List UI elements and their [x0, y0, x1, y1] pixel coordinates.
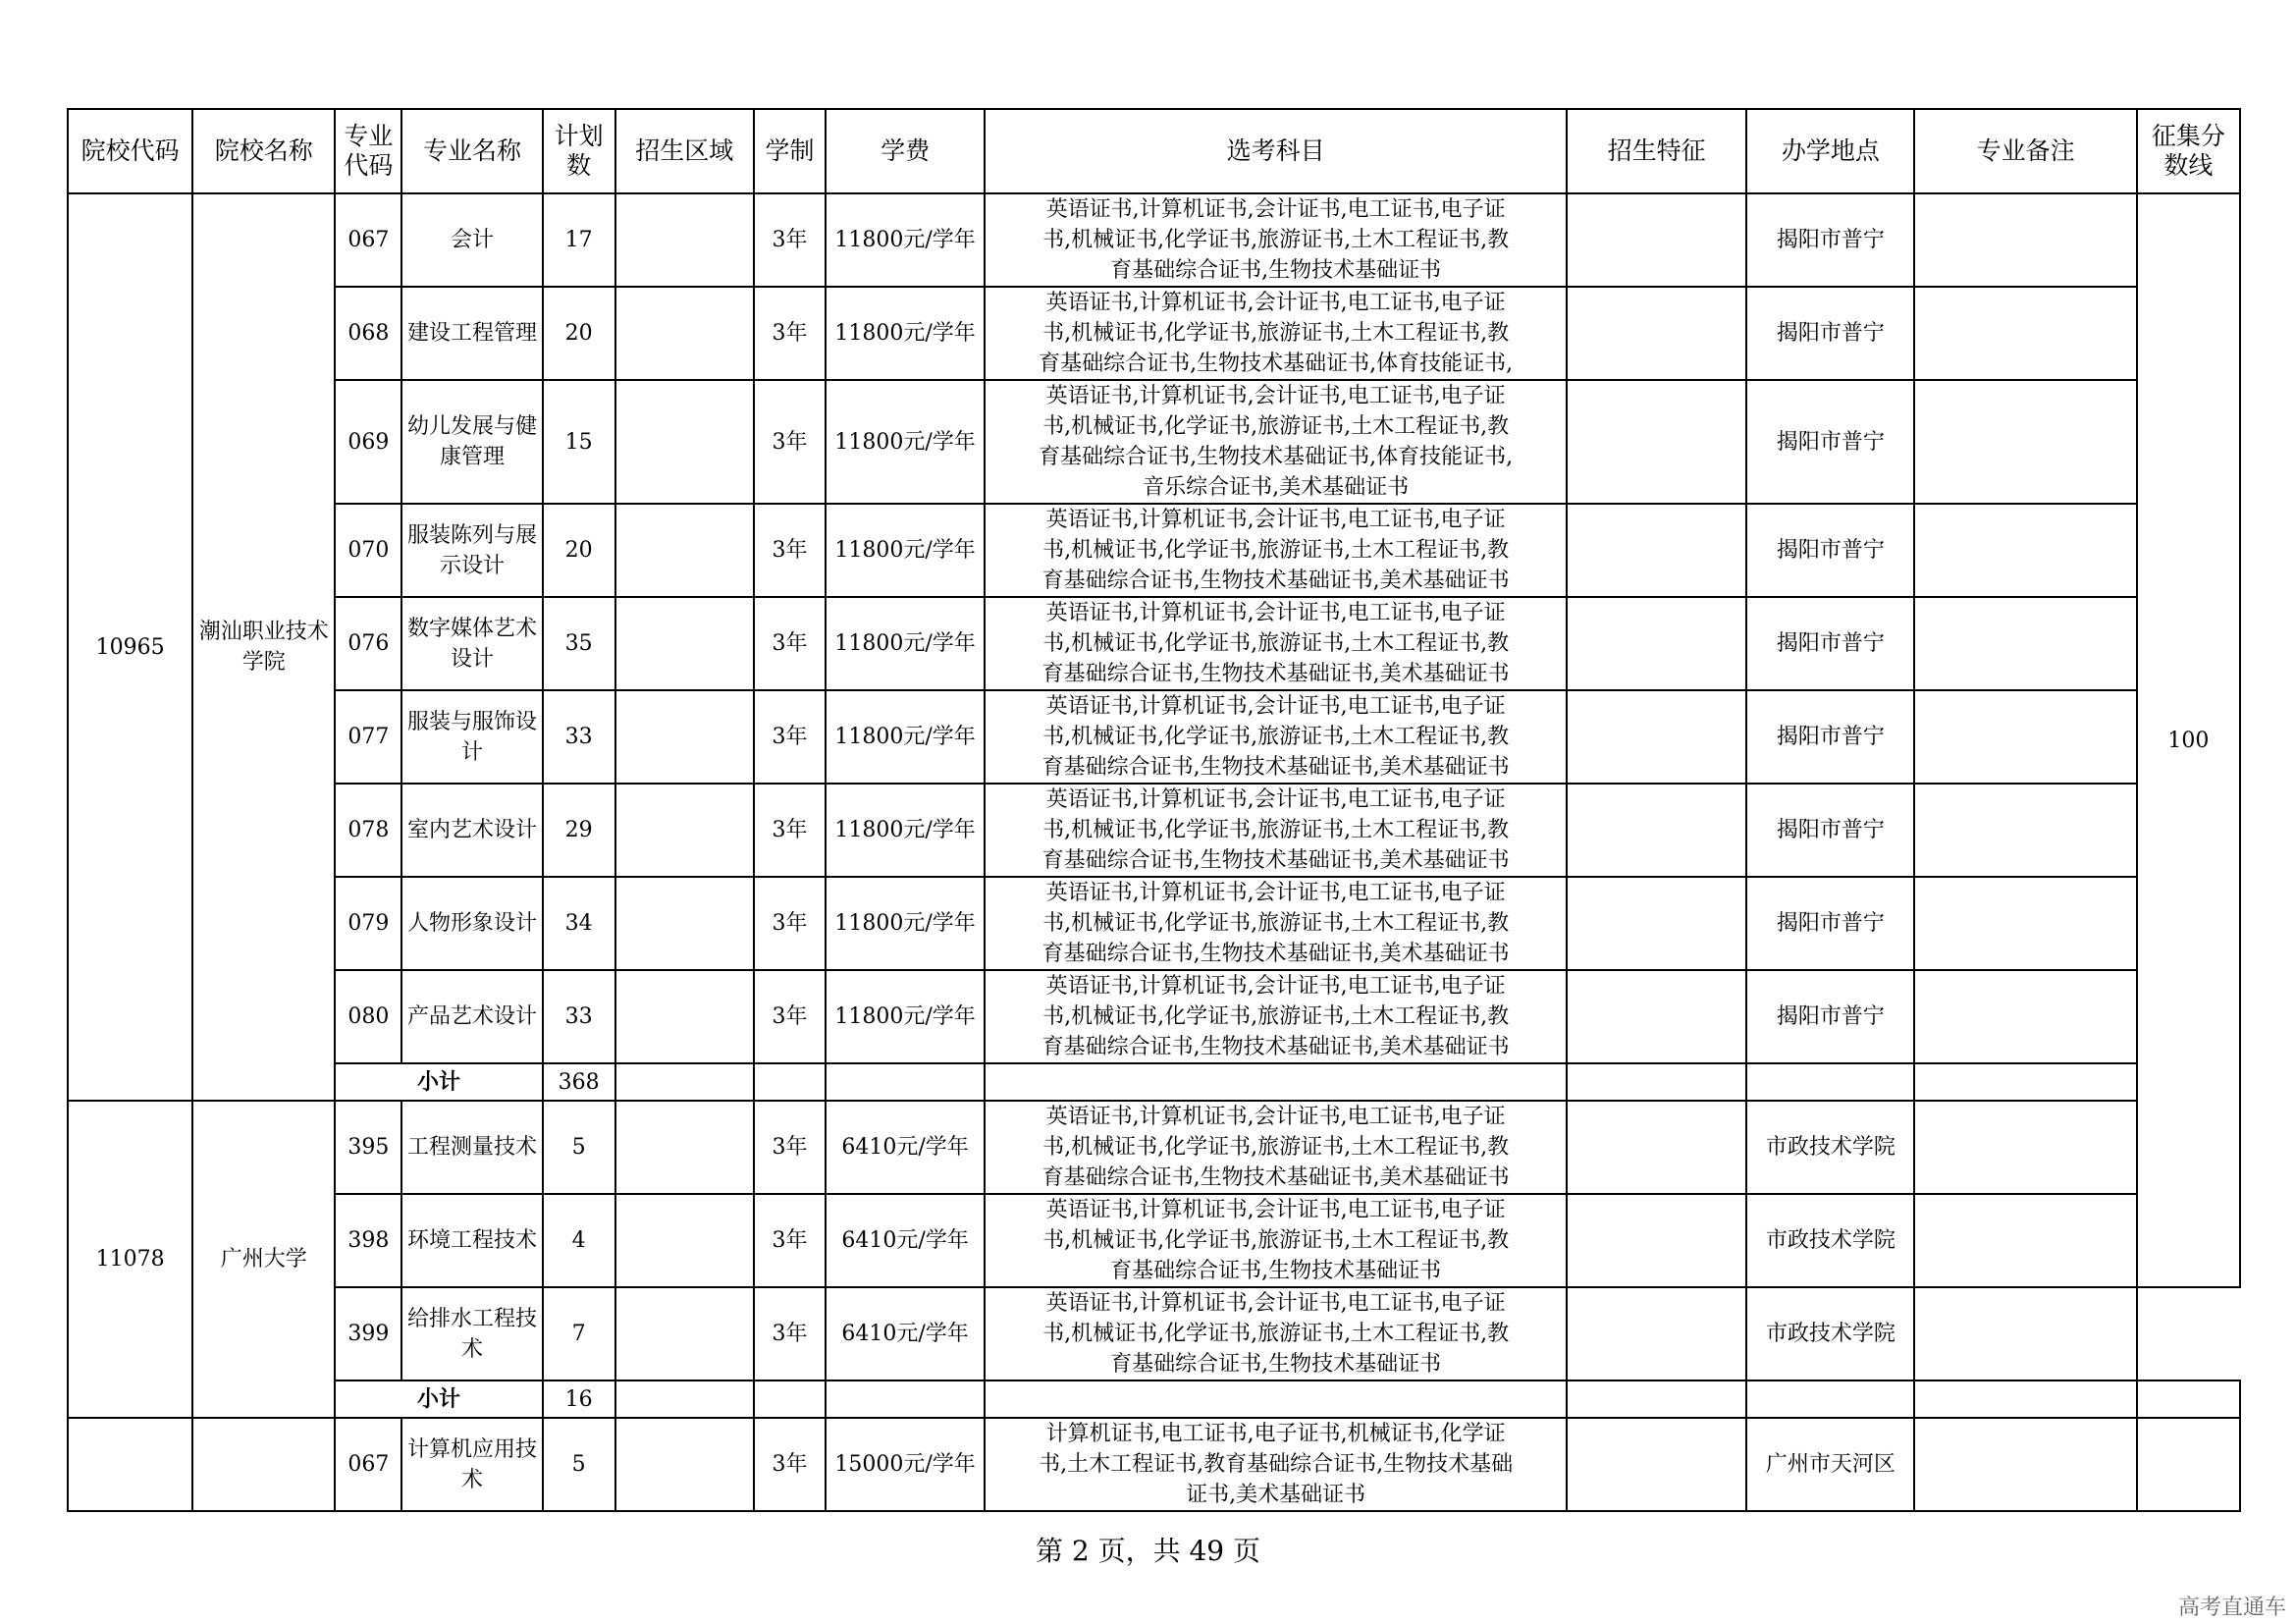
major-code-cell: 076 — [335, 597, 401, 690]
table-row — [68, 1418, 2240, 1511]
features-cell — [1567, 597, 1746, 690]
subtotal-location-cell — [1746, 1380, 1914, 1418]
region-cell — [615, 784, 754, 877]
subjects-cell — [985, 597, 1567, 690]
subjects-line: 书,机械证书,化学证书,旅游证书,土木工程证书,教 — [1042, 725, 1510, 749]
subjects-line: 书,机械证书,化学证书,旅游证书,土木工程证书,教 — [1042, 228, 1510, 252]
remarks-cell — [1914, 287, 2136, 380]
subjects-line: 育基础综合证书,生物技术基础证书 — [1110, 258, 1442, 283]
remarks-cell — [1914, 1287, 2136, 1380]
subtotal-years-cell — [754, 1380, 826, 1418]
years-cell: 3年 — [754, 877, 826, 970]
features-cell — [1567, 784, 1746, 877]
plan-cell: 17 — [543, 193, 615, 287]
tuition-cell: 15000元/学年 — [826, 1418, 985, 1511]
header-row — [68, 109, 2240, 193]
plan-cell: 5 — [543, 1101, 615, 1194]
remarks-cell — [1914, 1101, 2136, 1194]
region-cell — [615, 193, 754, 287]
remarks-cell — [1914, 1194, 2136, 1287]
major-code-cell: 067 — [335, 1418, 401, 1511]
location-cell: 揭阳市普宁 — [1746, 784, 1914, 877]
years-cell: 3年 — [754, 784, 826, 877]
score-empty-cell — [2137, 1418, 2240, 1511]
location-cell: 揭阳市普宁 — [1746, 877, 1914, 970]
subjects-line: 英语证书,计算机证书,会计证书,电工证书,电子证 — [1045, 197, 1506, 222]
subtotal-region-cell — [615, 1380, 754, 1418]
major-name-cell: 产品艺术设计 — [401, 970, 542, 1063]
subtotal-years-cell — [754, 1063, 826, 1101]
major-code-cell: 399 — [335, 1287, 401, 1380]
subjects-line: 音乐综合证书,美术基础证书 — [1143, 475, 1410, 500]
region-cell — [615, 287, 754, 380]
subtotal-features-cell — [1567, 1063, 1746, 1101]
subjects-line: 育基础综合证书,生物技术基础证书,美术基础证书 — [1041, 1165, 1510, 1190]
header-region: 招生区域 — [615, 109, 754, 193]
subjects-line: 英语证书,计算机证书,会计证书,电工证书,电子证 — [1045, 601, 1506, 625]
tuition-cell: 6410元/学年 — [826, 1287, 985, 1380]
subjects-line: 英语证书,计算机证书,会计证书,电工证书,电子证 — [1045, 787, 1506, 812]
region-cell — [615, 970, 754, 1063]
features-cell — [1567, 1194, 1746, 1287]
years-cell: 3年 — [754, 380, 826, 504]
subtotal-value: 16 — [543, 1380, 615, 1418]
subjects-cell — [985, 193, 1567, 287]
years-cell: 3年 — [754, 1194, 826, 1287]
subtotal-value: 368 — [543, 1063, 615, 1101]
table-row — [68, 784, 2240, 877]
header-school-code: 院校代码 — [68, 109, 192, 193]
tuition-cell: 11800元/学年 — [826, 597, 985, 690]
subtotal-location-cell — [1746, 1063, 1914, 1101]
subjects-cell — [985, 287, 1567, 380]
tuition-cell: 6410元/学年 — [826, 1194, 985, 1287]
remarks-cell — [1914, 784, 2136, 877]
subjects-cell — [985, 1287, 1567, 1380]
subjects-line: 育基础综合证书,生物技术基础证书,体育技能证书, — [1039, 352, 1514, 376]
header-plan: 计划数 — [543, 109, 615, 193]
remarks-cell — [1914, 193, 2136, 287]
school-code-cell: 10965 — [68, 193, 192, 1101]
school-name-cell — [192, 1418, 335, 1511]
major-code-cell: 077 — [335, 690, 401, 784]
subtotal-features-cell — [1567, 1380, 1746, 1418]
subjects-line: 书,机械证书,化学证书,旅游证书,土木工程证书,教 — [1042, 818, 1510, 842]
subjects-line: 育基础综合证书,生物技术基础证书,美术基础证书 — [1041, 662, 1510, 686]
subjects-line: 英语证书,计算机证书,会计证书,电工证书,电子证 — [1045, 881, 1506, 905]
school-name-cell: 广州大学 — [192, 1101, 335, 1418]
school-code-cell — [68, 1418, 192, 1511]
features-cell — [1567, 287, 1746, 380]
plan-cell: 20 — [543, 504, 615, 597]
region-cell — [615, 877, 754, 970]
region-cell — [615, 1287, 754, 1380]
features-cell — [1567, 193, 1746, 287]
region-cell — [615, 380, 754, 504]
years-cell: 3年 — [754, 193, 826, 287]
table-row — [68, 1287, 2240, 1380]
features-cell — [1567, 1101, 1746, 1194]
subjects-line: 英语证书,计算机证书,会计证书,电工证书,电子证 — [1045, 694, 1506, 719]
subjects-cell — [985, 504, 1567, 597]
location-cell: 市政技术学院 — [1746, 1287, 1914, 1380]
subtotal-row — [68, 1063, 2240, 1101]
major-name-cell: 室内艺术设计 — [401, 784, 542, 877]
subjects-line: 英语证书,计算机证书,会计证书,电工证书,电子证 — [1045, 1198, 1506, 1222]
features-cell — [1567, 690, 1746, 784]
features-cell — [1567, 504, 1746, 597]
table-row — [68, 597, 2240, 690]
years-cell: 3年 — [754, 690, 826, 784]
table-row — [68, 1101, 2240, 1194]
admissions-table — [67, 108, 2241, 1512]
subjects-line: 育基础综合证书,生物技术基础证书,体育技能证书, — [1039, 445, 1514, 469]
subjects-line: 书,机械证书,化学证书,旅游证书,土木工程证书,教 — [1042, 1135, 1510, 1160]
subjects-cell — [985, 784, 1567, 877]
location-cell: 揭阳市普宁 — [1746, 287, 1914, 380]
subtotal-row — [68, 1380, 2240, 1418]
subtotal-subjects-cell — [985, 1380, 1567, 1418]
subjects-line: 证书,美术基础证书 — [1186, 1483, 1366, 1507]
plan-cell: 34 — [543, 877, 615, 970]
subjects-line: 英语证书,计算机证书,会计证书,电工证书,电子证 — [1045, 508, 1506, 532]
subjects-cell — [985, 1194, 1567, 1287]
location-cell: 揭阳市普宁 — [1746, 970, 1914, 1063]
subjects-line: 英语证书,计算机证书,会计证书,电工证书,电子证 — [1045, 974, 1506, 999]
region-cell — [615, 1101, 754, 1194]
plan-cell: 33 — [543, 690, 615, 784]
major-name-cell: 建设工程管理 — [401, 287, 542, 380]
page-footer: 第 2 页，共 49 页 — [1035, 1535, 1261, 1567]
major-code-cell: 068 — [335, 287, 401, 380]
header-features: 招生特征 — [1567, 109, 1746, 193]
plan-cell: 4 — [543, 1194, 615, 1287]
subtotal-region-cell — [615, 1063, 754, 1101]
major-code-cell: 067 — [335, 193, 401, 287]
tuition-cell: 11800元/学年 — [826, 504, 985, 597]
header-score: 征集分数线 — [2137, 109, 2240, 193]
tuition-cell: 11800元/学年 — [826, 287, 985, 380]
tuition-cell: 6410元/学年 — [826, 1101, 985, 1194]
subjects-line: 书,机械证书,化学证书,旅游证书,土木工程证书,教 — [1042, 1322, 1510, 1346]
subjects-line: 书,机械证书,化学证书,旅游证书,土木工程证书,教 — [1042, 911, 1510, 936]
region-cell — [615, 1194, 754, 1287]
major-name-cell: 幼儿发展与健康管理 — [401, 380, 542, 504]
location-cell: 市政技术学院 — [1746, 1101, 1914, 1194]
subtotal-remarks-cell — [1914, 1380, 2136, 1418]
years-cell: 3年 — [754, 504, 826, 597]
remarks-cell — [1914, 690, 2136, 784]
remarks-cell — [1914, 970, 2136, 1063]
tuition-cell: 11800元/学年 — [826, 784, 985, 877]
plan-cell: 5 — [543, 1418, 615, 1511]
remarks-cell — [1914, 597, 2136, 690]
location-cell: 揭阳市普宁 — [1746, 690, 1914, 784]
table-row — [68, 690, 2240, 784]
plan-cell: 33 — [543, 970, 615, 1063]
years-cell: 3年 — [754, 597, 826, 690]
subtotal-tuition-cell — [826, 1380, 985, 1418]
subjects-line: 书,机械证书,化学证书,旅游证书,土木工程证书,教 — [1042, 538, 1510, 563]
table-row — [68, 877, 2240, 970]
subtotal-label: 小计 — [335, 1063, 542, 1101]
subjects-line: 育基础综合证书,生物技术基础证书,美术基础证书 — [1041, 755, 1510, 780]
subjects-line: 书,机械证书,化学证书,旅游证书,土木工程证书,教 — [1042, 1228, 1510, 1253]
subjects-cell — [985, 1101, 1567, 1194]
table-row — [68, 287, 2240, 380]
subjects-cell — [985, 690, 1567, 784]
major-name-cell: 服装陈列与展示设计 — [401, 504, 542, 597]
major-name-cell: 给排水工程技术 — [401, 1287, 542, 1380]
years-cell: 3年 — [754, 970, 826, 1063]
plan-cell: 35 — [543, 597, 615, 690]
years-cell: 3年 — [754, 1287, 826, 1380]
header-years: 学制 — [754, 109, 826, 193]
table-row — [68, 193, 2240, 287]
major-code-cell: 078 — [335, 784, 401, 877]
major-name-cell: 会计 — [401, 193, 542, 287]
table-body — [68, 193, 2240, 1511]
subjects-line: 英语证书,计算机证书,会计证书,电工证书,电子证 — [1045, 384, 1506, 408]
major-code-cell: 069 — [335, 380, 401, 504]
features-cell — [1567, 1287, 1746, 1380]
subjects-cell — [985, 1418, 1567, 1511]
region-cell — [615, 504, 754, 597]
subjects-line: 英语证书,计算机证书,会计证书,电工证书,电子证 — [1045, 1291, 1506, 1316]
major-name-cell: 人物形象设计 — [401, 877, 542, 970]
location-cell: 揭阳市普宁 — [1746, 504, 1914, 597]
subtotal-tuition-cell — [826, 1063, 985, 1101]
major-code-cell: 395 — [335, 1101, 401, 1194]
header-major-name: 专业名称 — [401, 109, 542, 193]
subjects-cell — [985, 970, 1567, 1063]
school-code-cell: 11078 — [68, 1101, 192, 1418]
plan-cell: 20 — [543, 287, 615, 380]
major-name-cell: 计算机应用技术 — [401, 1418, 542, 1511]
major-name-cell: 服装与服饰设计 — [401, 690, 542, 784]
features-cell — [1567, 970, 1746, 1063]
plan-cell: 29 — [543, 784, 615, 877]
subjects-line: 计算机证书,电工证书,电子证书,机械证书,化学证 — [1045, 1422, 1506, 1446]
subjects-line: 育基础综合证书,生物技术基础证书,美术基础证书 — [1041, 942, 1510, 966]
subjects-line: 英语证书,计算机证书,会计证书,电工证书,电子证 — [1045, 291, 1506, 315]
years-cell: 3年 — [754, 1418, 826, 1511]
region-cell — [615, 597, 754, 690]
subjects-line: 育基础综合证书,生物技术基础证书,美术基础证书 — [1041, 1035, 1510, 1059]
tuition-cell: 11800元/学年 — [826, 193, 985, 287]
subjects-cell — [985, 877, 1567, 970]
tuition-cell: 11800元/学年 — [826, 690, 985, 784]
plan-cell: 15 — [543, 380, 615, 504]
subjects-line: 书,机械证书,化学证书,旅游证书,土木工程证书,教 — [1042, 321, 1510, 346]
school-name-cell: 潮汕职业技术学院 — [192, 193, 335, 1101]
table-row — [68, 1194, 2240, 1287]
years-cell: 3年 — [754, 1101, 826, 1194]
major-name-cell: 环境工程技术 — [401, 1194, 542, 1287]
features-cell — [1567, 380, 1746, 504]
subjects-line: 英语证书,计算机证书,会计证书,电工证书,电子证 — [1045, 1105, 1506, 1129]
major-code-cell: 398 — [335, 1194, 401, 1287]
plan-cell: 7 — [543, 1287, 615, 1380]
major-code-cell: 080 — [335, 970, 401, 1063]
subtotal-remarks-cell — [1914, 1063, 2136, 1101]
header-remarks: 专业备注 — [1914, 109, 2136, 193]
header-tuition: 学费 — [826, 109, 985, 193]
score-empty-cell — [2137, 1380, 2240, 1418]
table-row — [68, 504, 2240, 597]
region-cell — [615, 1418, 754, 1511]
subjects-line: 书,机械证书,化学证书,旅游证书,土木工程证书,教 — [1042, 414, 1510, 439]
subjects-line: 育基础综合证书,生物技术基础证书 — [1110, 1352, 1442, 1377]
subjects-cell — [985, 380, 1567, 504]
remarks-cell — [1914, 1418, 2136, 1511]
remarks-cell — [1914, 504, 2136, 597]
tuition-cell: 11800元/学年 — [826, 970, 985, 1063]
location-cell: 揭阳市普宁 — [1746, 193, 1914, 287]
score-cell: 100 — [2137, 193, 2240, 1287]
features-cell — [1567, 877, 1746, 970]
watermark: 高考直通车 — [2177, 1596, 2286, 1620]
subjects-line: 书,机械证书,化学证书,旅游证书,土木工程证书,教 — [1042, 631, 1510, 656]
location-cell: 广州市天河区 — [1746, 1418, 1914, 1511]
major-name-cell: 数字媒体艺术设计 — [401, 597, 542, 690]
table-row — [68, 970, 2240, 1063]
remarks-cell — [1914, 877, 2136, 970]
major-name-cell: 工程测量技术 — [401, 1101, 542, 1194]
major-code-cell: 070 — [335, 504, 401, 597]
features-cell — [1567, 1418, 1746, 1511]
tuition-cell: 11800元/学年 — [826, 877, 985, 970]
header-school-name: 院校名称 — [192, 109, 335, 193]
years-cell: 3年 — [754, 287, 826, 380]
location-cell: 揭阳市普宁 — [1746, 380, 1914, 504]
subtotal-label: 小计 — [335, 1380, 542, 1418]
header-major-code: 专业代码 — [335, 109, 401, 193]
location-cell: 揭阳市普宁 — [1746, 597, 1914, 690]
subjects-line: 书,土木工程证书,教育基础综合证书,生物技术基础 — [1039, 1452, 1514, 1477]
subjects-line: 育基础综合证书,生物技术基础证书,美术基础证书 — [1041, 848, 1510, 873]
subjects-line: 书,机械证书,化学证书,旅游证书,土木工程证书,教 — [1042, 1004, 1510, 1029]
location-cell: 市政技术学院 — [1746, 1194, 1914, 1287]
remarks-cell — [1914, 380, 2136, 504]
tuition-cell: 11800元/学年 — [826, 380, 985, 504]
header-location: 办学地点 — [1746, 109, 1914, 193]
subtotal-subjects-cell — [985, 1063, 1567, 1101]
table-row — [68, 380, 2240, 504]
major-code-cell: 079 — [335, 877, 401, 970]
subjects-line: 育基础综合证书,生物技术基础证书,美术基础证书 — [1041, 568, 1510, 593]
header-subjects: 选考科目 — [985, 109, 1567, 193]
subjects-line: 育基础综合证书,生物技术基础证书 — [1110, 1259, 1442, 1283]
region-cell — [615, 690, 754, 784]
